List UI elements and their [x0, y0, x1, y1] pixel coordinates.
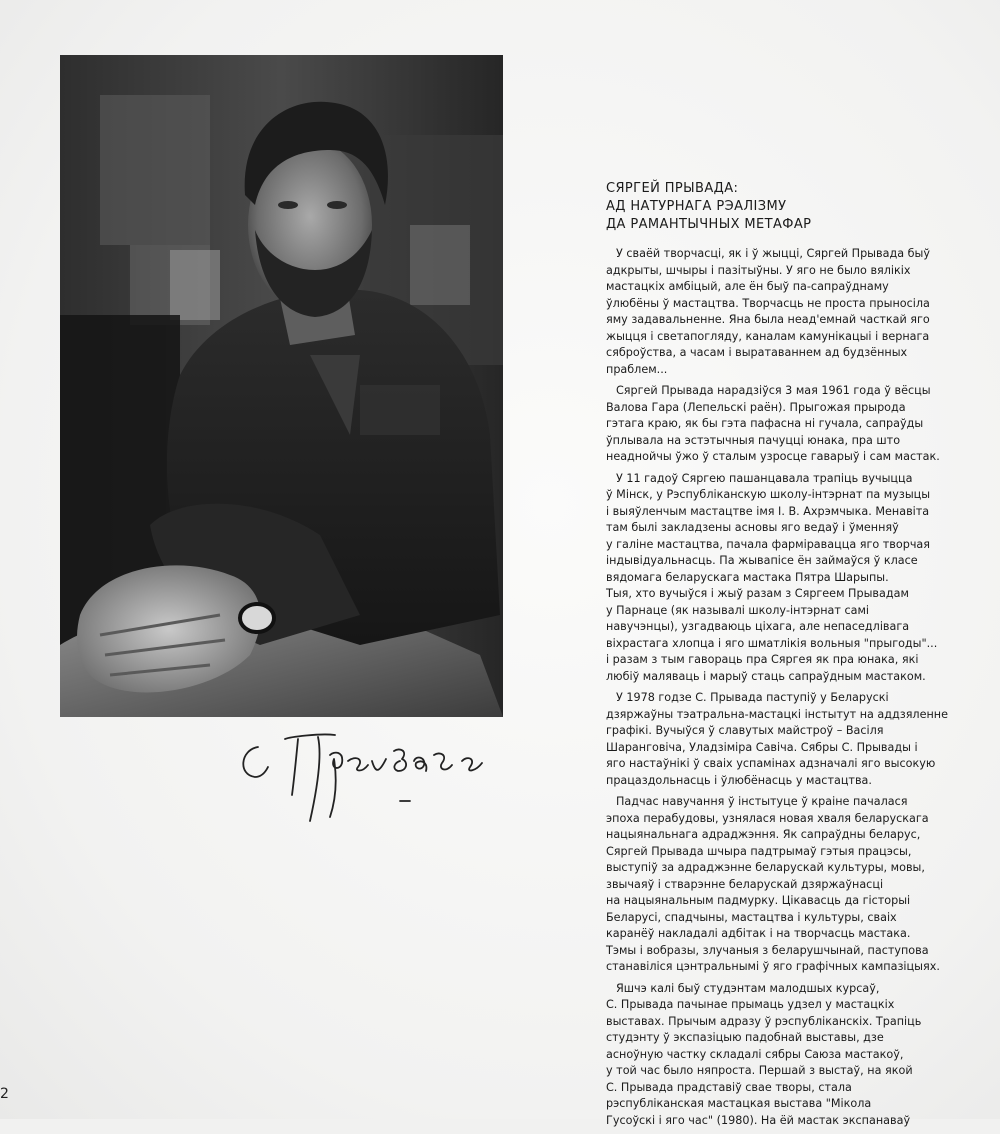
text-line: Сяргей Прывада шчыра падтрымаў гэтыя працэсы,: [606, 844, 912, 858]
text-line: Падчас навучання ў інстытуце ў краіне пачалася: [616, 795, 908, 808]
page-number: 2: [0, 1086, 9, 1102]
text-line: эпоха перабудовы, узнялася новая хваля беларускага: [606, 811, 929, 825]
text-line: Беларусі, спадчыны, мастацтва і культуры, сваіх: [606, 910, 897, 924]
text-line: дзяржаўны тэатральна-мастацкі інстытут на аддзяленне: [606, 707, 948, 721]
text-line: на нацыянальным падмурку. Цікавасць да гісторыі: [606, 894, 911, 907]
text-line: Тыя, хто вучыўся і жыў разам з Сяргеем Прывадам: [606, 587, 909, 600]
paragraph: [606, 471, 948, 686]
title-line: АД НАТУРНАГА РЭАЛІЗМУ: [606, 199, 787, 214]
text-line: каранёў накладалі адбітак і на творчасць мастака.: [606, 927, 911, 940]
text-line: індывідуальнасць. Па жывапісе ён займаўся ў класе: [606, 554, 918, 567]
text-line: яго настаўнікі ў сваіх успамінах адзначалі яго высокую: [606, 757, 936, 770]
text-line: неаднойчы ўжо ў сталым узросце гаварыў і сам мастак.: [606, 450, 940, 463]
text-line: і разам з тым гавораць пра Сяргея як пра юнака, які: [606, 653, 919, 666]
text-line: любіў маляваць і марыў стаць сапраўдным мастаком.: [606, 669, 926, 683]
title-line: ДА РАМАНТЫЧНЫХ МЕТАФАР: [606, 217, 812, 232]
text-line: віхрастага хлопца і яго шматлікія вольныя "прыгоды"...: [606, 636, 938, 650]
paragraph: [606, 383, 948, 466]
text-line: Яшчэ калі быў студэнтам малодшых курсаў,: [616, 981, 880, 995]
text-line: станавіліся цэнтральнымі ў яго графічных кампазіцыях.: [606, 960, 940, 973]
text-line: адкрыты, шчыры і пазітыўны. У яго не было вялікіх: [606, 263, 911, 277]
paragraph: [606, 246, 948, 378]
text-line: мастацкіх амбіцый, але ён быў па-сапраўднаму: [606, 280, 889, 293]
paragraph: [606, 690, 948, 789]
text-line: жыцця і светапогляду, каналам камунікацыі і вернага: [606, 329, 930, 343]
text-line: у той час было няпроста. Першай з выстаў, на якой: [606, 1064, 913, 1077]
paragraph: [606, 794, 948, 976]
text-line: вядомага беларускага мастака Пятра Шарыпы.: [606, 570, 889, 584]
text-line: гэтага краю, як бы гэта пафасна ні гучала, сапраўды: [606, 417, 924, 430]
text-line: там былі закладзены асновы яго ведаў і ўменняў: [606, 521, 899, 534]
article-title: [606, 180, 936, 234]
text-line: Гусоўскі і яго час" (1980). На ёй мастак экспанаваў: [606, 1113, 911, 1127]
text-line: яму задавальненне. Яна была неад'емнай часткай яго: [606, 313, 930, 326]
text-line: рэспубліканская мастацкая выстава "Мікола: [606, 1097, 872, 1110]
text-line: выступіў за адраджэнне беларускай культуры, мовы,: [606, 861, 925, 874]
text-line: Шаранговіча, Уладзіміра Савіча. Сябры С. Прывады і: [606, 740, 918, 754]
text-line: Тэмы і вобразы, злучаныя з беларушчынай, паступова: [606, 943, 929, 957]
portrait-photo: [60, 55, 503, 717]
article-body: [606, 246, 948, 1134]
text-line: студэнту ў экспазіцыю падобнай выставы, дзе: [606, 1031, 884, 1044]
text-line: навучэнцы), узгадваюць ціхага, але непаседлівага: [606, 620, 910, 633]
text-line: Сяргей Прывада нарадзіўся 3 мая 1961 года ў вёсцы: [616, 384, 931, 397]
title-line: СЯРГЕЙ ПРЫВАДА:: [606, 181, 739, 196]
text-line: У 11 гадоў Сяргею пашанцавала трапіць вучыцца: [616, 471, 913, 485]
text-line: выставах. Прычым адразу ў рэспубліканскіх. Трапіць: [606, 1014, 922, 1028]
text-line: С. Прывада прадставіў свае творы, стала: [606, 1080, 852, 1094]
text-line: праблем...: [606, 362, 668, 376]
text-line: С. Прывада пачынае прымаць удзел у мастацкіх: [606, 998, 895, 1011]
text-line: звычаяў і стварэнне беларускай дзяржаўнасці: [606, 877, 884, 891]
text-line: працаздольнасць і ўлюбёнасць у мастацтва.: [606, 773, 872, 787]
text-line: ўлюбёны ў мастацтва. Творчасць не проста прыносіла: [606, 296, 930, 310]
text-line: у галіне мастацтва, пачала фарміравацца яго творчая: [606, 537, 931, 551]
text-line: нацыянальнага адраджэння. Як сапраўдны беларус,: [606, 828, 921, 841]
signature: [230, 725, 500, 835]
text-line: У сваёй творчасці, як і ў жыцці, Сяргей Прывада быў: [616, 247, 930, 260]
text-line: асноўную частку складалі сябры Саюза мастакоў,: [606, 1047, 904, 1061]
text-line: ўплывала на эстэтычныя пачуцці юнака, пра што: [606, 433, 901, 447]
text-line: і выяўленчым мастацтве імя І. В. Ахрэмчыка. Менавіта: [606, 504, 930, 518]
text-line: Валова Гара (Лепельскі раён). Прыгожая прырода: [606, 400, 906, 414]
paragraph: [606, 981, 948, 1130]
text-line: у Парнаце (як называлі школу-інтэрнат самі: [606, 603, 870, 617]
text-line: сяброўства, а часам і выратаваннем ад будзённых: [606, 346, 908, 359]
text-line: графікі. Вучыўся ў славутых майстроў – Васіля: [606, 724, 884, 737]
text-line: У 1978 годзе С. Прывада паступіў у Беларускі: [616, 691, 889, 704]
text-line: ў Мінск, у Рэспубліканскую школу-інтэрнат па музыцы: [606, 488, 931, 501]
